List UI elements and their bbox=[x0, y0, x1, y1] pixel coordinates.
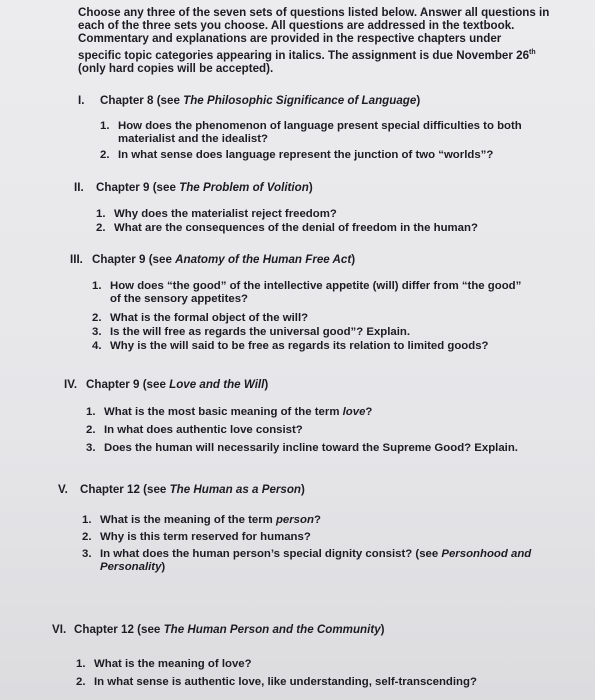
question-item: 1. How does “the good” of the intellective appetite (will) differ from “the good” of the sensory appetites? bbox=[92, 280, 522, 306]
section-numeral: I. bbox=[78, 94, 85, 107]
section-topic: Love and the Will bbox=[169, 378, 265, 391]
question-item: 3. Is the will free as regards the universal good”? Explain. bbox=[92, 326, 411, 338]
question-item: 1. Why does the materialist reject freedom? bbox=[96, 208, 337, 220]
question-item: 2. In what sense does language represent the junction of two “worlds”? bbox=[100, 149, 494, 161]
question-item: 2. In what sense is authentic love, like understanding, self-transcending? bbox=[76, 676, 477, 688]
instructions-line: (only hard copies will be accepted). bbox=[78, 61, 274, 75]
assignment-instructions bbox=[78, 6, 558, 75]
section-numeral: II. bbox=[74, 181, 84, 194]
section-topic: The Human as a Person bbox=[169, 483, 302, 496]
question-item: 1. What is the most basic meaning of the term love? bbox=[86, 406, 373, 418]
question-item: 1. How does the phenomenon of language present special difficulties to both materialist and the idealist? bbox=[100, 120, 522, 146]
section-heading-1: I. Chapter 8 (see The Philosophic Significance of Language) bbox=[78, 94, 421, 107]
question-item: 2. Why is this term reserved for humans? bbox=[82, 531, 311, 543]
question-item: 3. Does the human will necessarily incline toward the Supreme Good? Explain. bbox=[86, 442, 518, 454]
instructions-line: Commentary and explanations are provided in the respective chapters under bbox=[78, 32, 502, 46]
section-heading-2: II. Chapter 9 (see The Problem of Volition) bbox=[74, 181, 313, 194]
question-item: 2. What are the consequences of the denial of freedom in the human? bbox=[96, 222, 478, 234]
instructions-line: each of the three sets you choose. All questions are addressed in the textbook. bbox=[78, 19, 515, 33]
section-heading-3: III. Chapter 9 (see Anatomy of the Human Free Act) bbox=[70, 253, 356, 266]
instructions-line: Choose any three of the seven sets of questions listed below. Answer all questions in bbox=[78, 6, 550, 19]
section-topic: The Human Person and the Community bbox=[163, 623, 381, 636]
section-heading-5: V. Chapter 12 (see The Human as a Person) bbox=[58, 483, 305, 496]
section-topic: Anatomy of the Human Free Act bbox=[175, 253, 352, 266]
section-topic: The Philosophic Significance of Language bbox=[183, 94, 417, 107]
section-heading-6: VI. Chapter 12 (see The Human Person and the Community) bbox=[52, 623, 385, 636]
question-item: 2. What is the formal object of the will? bbox=[92, 312, 309, 324]
ordinal-suffix: th bbox=[529, 48, 536, 56]
question-item: 4. Why is the will said to be free as regards its relation to limited goods? bbox=[92, 340, 489, 352]
question-item: 1. What is the meaning of the term person? bbox=[82, 514, 321, 526]
section-numeral: IV. bbox=[64, 378, 78, 391]
section-heading-4: IV. Chapter 9 (see Love and the Will) bbox=[64, 378, 269, 391]
section-topic: The Problem of Volition bbox=[179, 181, 309, 194]
question-item: 2. In what does authentic love consist? bbox=[86, 424, 303, 436]
section-numeral: V. bbox=[58, 483, 68, 496]
instructions-line: specific topic categories appearing in italics. The assignment is due November 26th bbox=[78, 48, 536, 62]
question-item: 3. In what does the human person’s special dignity consist? (see Personhood and Personality) bbox=[82, 548, 532, 574]
section-numeral: III. bbox=[70, 253, 83, 266]
section-numeral: VI. bbox=[52, 623, 67, 636]
question-item: 1. What is the meaning of love? bbox=[76, 658, 252, 670]
